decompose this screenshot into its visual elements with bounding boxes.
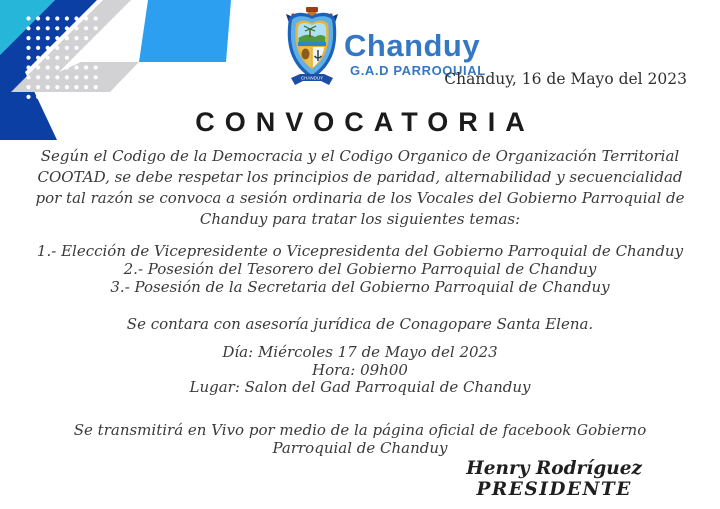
document-body bbox=[0, 146, 720, 457]
signer-role: PRESIDENTE bbox=[476, 479, 632, 500]
advisory-note: Se contara con asesoría jurídica de Conagopare Santa Elena. bbox=[126, 315, 594, 333]
intro-paragraph bbox=[0, 146, 720, 230]
broadcast-line: Se transmitirá en Vivo por medio de la página oficial de facebook Gobierno bbox=[73, 420, 647, 439]
broadcast-line: Parroquial de Chanduy bbox=[272, 438, 448, 457]
agenda-list bbox=[0, 242, 720, 296]
logo-subtitle: G.A.D PARROQUIAL bbox=[350, 63, 486, 78]
agenda-item: 1.- Elección de Vicepresidente o Vicepresidenta del Gobierno Parroquial de Chanduy bbox=[36, 242, 684, 260]
chanduy-crest-logo bbox=[283, 4, 341, 92]
meeting-day: Día: Miércoles 17 de Mayo del 2023 bbox=[222, 343, 498, 361]
agenda-item: 3.- Posesión de la Secretaria del Gobierno Parroquial de Chanduy bbox=[110, 278, 610, 296]
intro-line: COOTAD, se debe respetar los principios de paridad, alternabilidad y secuencialidad bbox=[37, 168, 683, 186]
intro-line: Chanduy para tratar los siguientes temas: bbox=[199, 210, 521, 228]
crest-ribbon-text: CHANDUY bbox=[300, 75, 324, 81]
intro-line: Según el Codigo de la Democracia y el Codigo Organico de Organización Territorial bbox=[40, 147, 680, 165]
signer-name: Henry Rodríguez bbox=[466, 458, 642, 479]
broadcast-note bbox=[0, 421, 720, 457]
document-date: Chanduy, 16 de Mayo del 2023 bbox=[444, 70, 687, 88]
meeting-place: Lugar: Salon del Gad Parroquial de Chanduy bbox=[189, 378, 531, 396]
intro-line: por tal razón se convoca a sesión ordinaria de los Vocales del Gobierno Parroquial de bbox=[35, 189, 685, 207]
logo-brand-name: Chanduy bbox=[344, 28, 481, 63]
signature-block bbox=[466, 458, 642, 500]
meeting-details bbox=[0, 344, 720, 397]
meeting-time: Hora: 09h00 bbox=[312, 360, 408, 379]
agenda-item: 2.- Posesión del Tesorero del Gobierno Parroquial de Chanduy bbox=[123, 260, 597, 278]
document-title: CONVOCATORIA bbox=[195, 107, 535, 137]
